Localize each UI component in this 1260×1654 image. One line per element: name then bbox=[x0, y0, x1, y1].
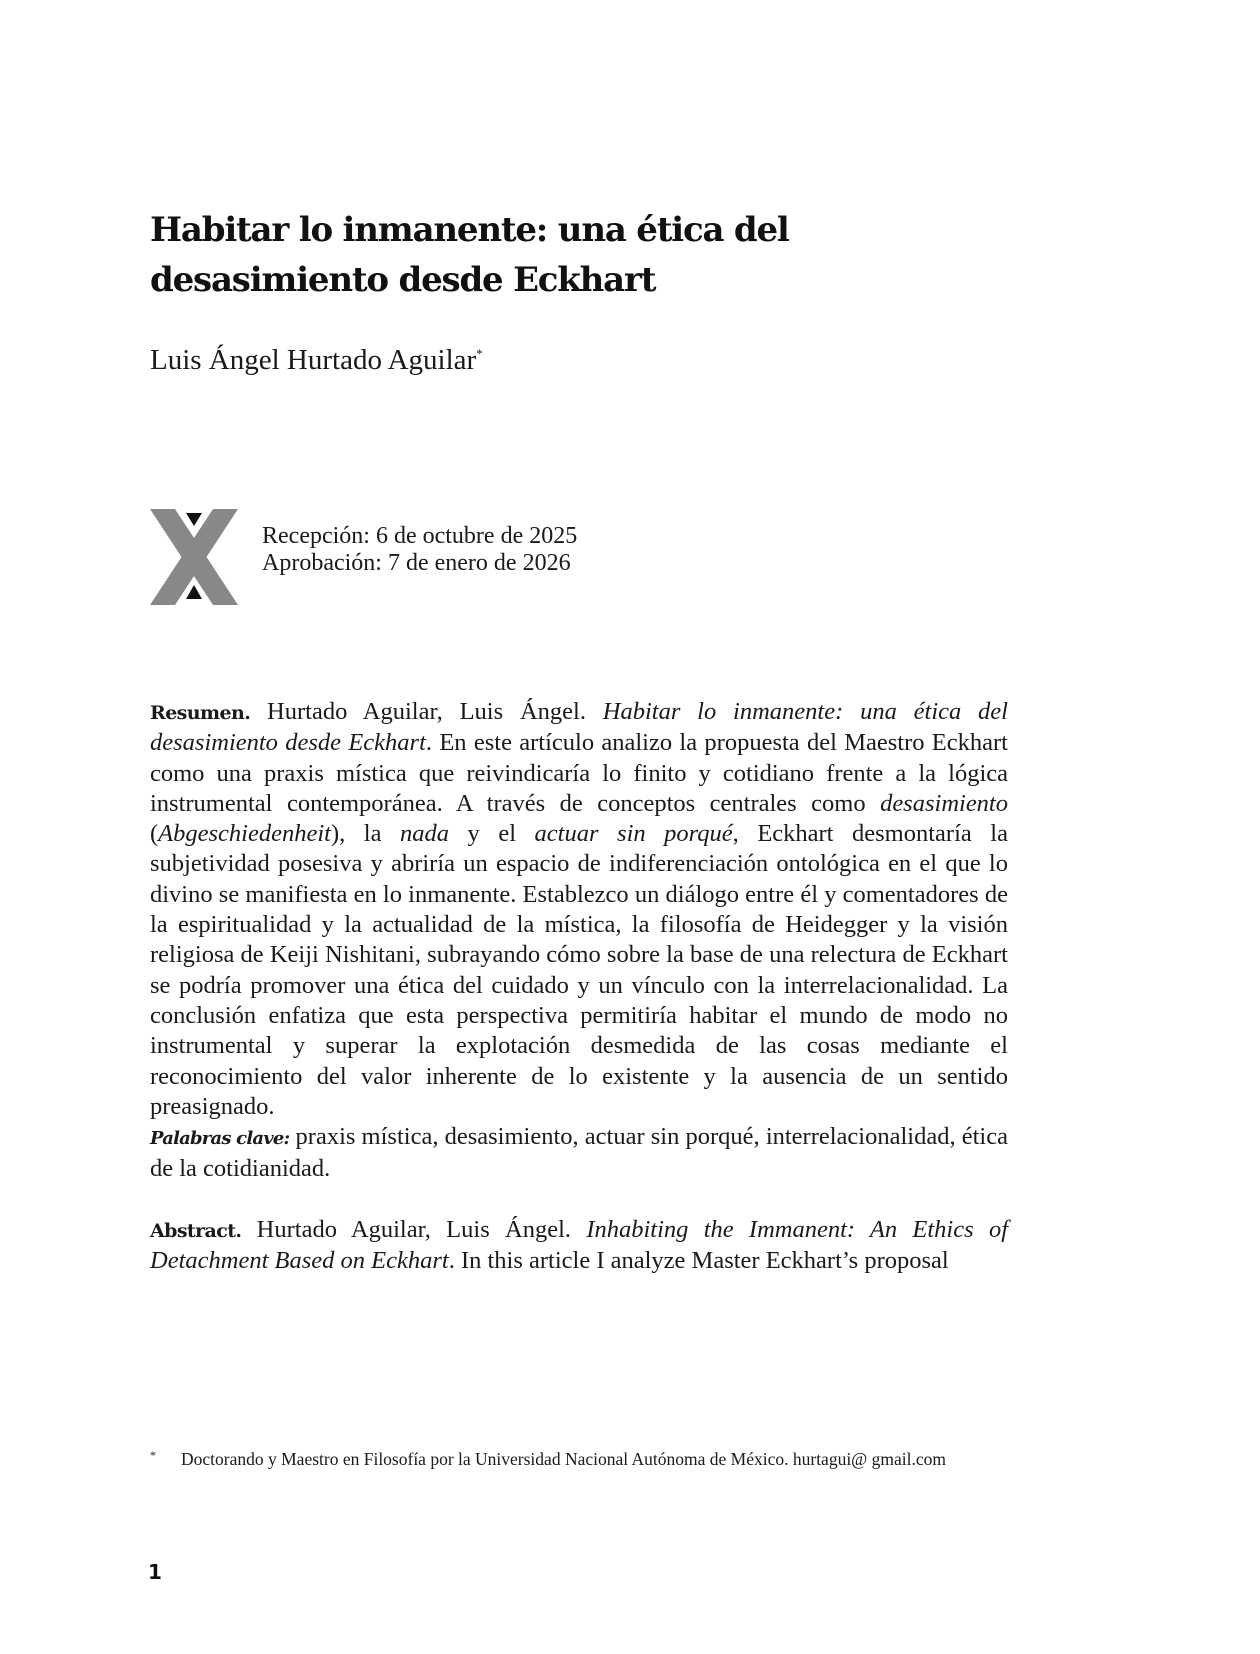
approval-date: Aprobación: 7 de enero de 2026 bbox=[262, 550, 571, 576]
article-title bbox=[150, 205, 1010, 305]
resumen-text-1: . En este artículo analizo la propuesta del Maestro Eckhart como una praxis mística que reivindicaría lo finito y cotidiano frente a la lógica instrumental contemporánea. A través de conceptos centrales como bbox=[150, 729, 1008, 817]
abstract-citation-author: Hurtado Aguilar, Luis Ángel. bbox=[241, 1215, 587, 1243]
keywords-paragraph bbox=[150, 1122, 1008, 1185]
abstract-citation-title: Inhabiting the Immanent: An Ethics of Detachment Based on Eckhart bbox=[150, 1215, 1008, 1275]
term-nada: nada bbox=[400, 820, 449, 848]
resumen-text-2: ( bbox=[150, 820, 159, 848]
page-number: 1 bbox=[148, 1560, 162, 1584]
keywords-label: Palabras clave: bbox=[150, 1128, 290, 1150]
author-footnote-mark[interactable]: * bbox=[476, 346, 483, 361]
resumen-paragraph bbox=[150, 697, 1008, 1122]
footnote-text: Doctorando y Maestro en Filosofía por la Universidad Nacional Autónoma de México. hurtagui@ gmail.com bbox=[181, 1449, 947, 1469]
abstract-label: Abstract. bbox=[150, 1219, 242, 1242]
author-footnote bbox=[150, 1449, 1008, 1470]
abstract-text: . In this article I analyze Master Eckhart’s proposal bbox=[448, 1247, 949, 1275]
abstract-section bbox=[150, 697, 1008, 1276]
x-logo-triangle-top bbox=[186, 513, 202, 526]
resumen-text-5: , Eckhart desmontaría la subjetividad posesiva y abriría un espacio de indiferenciación ontológica en el que lo divino se manifiesta en lo inmanente. Establezco un diálogo entre él y comentadores de la espiritualidad y la actualidad de la mística, la filosofía de Heidegger y la visión religiosa de Keiji Nishitani, subrayando cómo sobre la base de una relectura de Eckhart se podría promover una ética del cuidado y un vínculo con la interrelacionalidad. La conclusión enfatiza que esta perspectiva permitiría habitar el mundo de modo no instrumental y superar la explotación desmedida de las cosas mediante el reconocimiento del valor inherente de lo existente y la ausencia de un sentido preasignado. bbox=[150, 820, 1008, 1120]
title-line-1: Habitar lo inmanente: una ética del bbox=[150, 210, 789, 250]
term-actuar-sin-porque: actuar sin porqué bbox=[534, 820, 733, 848]
submission-dates bbox=[262, 523, 577, 577]
resumen-citation-author: Hurtado Aguilar, Luis Ángel. bbox=[250, 698, 603, 725]
keywords-text: praxis mística, desasimiento, actuar sin porqué, interrelacionalidad, ética de la cotidianidad. bbox=[150, 1123, 1008, 1183]
term-abgeschiedenheit: Abgeschiedenheit bbox=[158, 820, 331, 848]
term-desasimiento: desasimiento bbox=[880, 789, 1008, 817]
resumen-citation-title: Habitar lo inmanente: una ética del desasimiento desde Eckhart bbox=[150, 698, 1008, 757]
paragraph-spacer bbox=[150, 1185, 1008, 1215]
resumen-text-4: y el bbox=[449, 820, 535, 848]
title-line-2: desasimiento desde Eckhart bbox=[150, 260, 656, 300]
resumen-text-3: ), la bbox=[330, 820, 400, 848]
x-logo-triangle-bottom bbox=[186, 585, 202, 599]
resumen-label: Resumen. bbox=[150, 702, 251, 724]
author-text: Luis Ángel Hurtado Aguilar bbox=[150, 344, 477, 376]
author-name bbox=[150, 342, 483, 378]
footnote-mark: * bbox=[150, 1448, 156, 1462]
reception-date: Recepción: 6 de octubre de 2025 bbox=[262, 523, 578, 549]
abstract-en-paragraph bbox=[150, 1215, 1008, 1277]
journal-x-logo-icon bbox=[150, 509, 238, 605]
